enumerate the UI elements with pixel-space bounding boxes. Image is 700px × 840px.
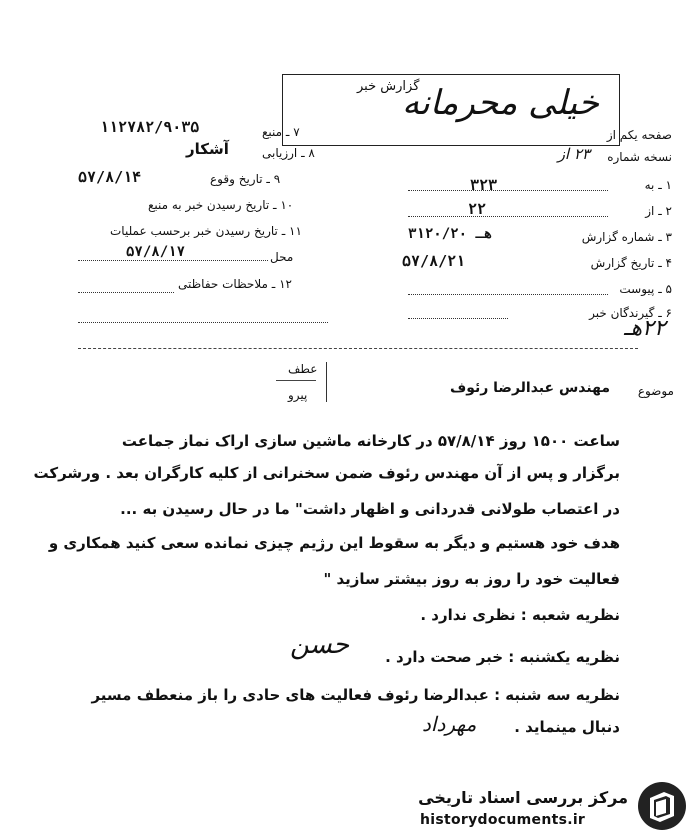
grade-label: ۸ ـ ارزیابی	[262, 146, 315, 160]
field-5-label: ۵ ـ پیوست	[619, 282, 672, 296]
field-6-label: ۶ ـ گیرندگان خبر	[589, 306, 672, 320]
field-11-label: ۱۱ ـ تاریخ رسیدن خبر برحسب عملیات	[110, 224, 302, 238]
field-10-label: ۱۰ ـ تاریخ رسیدن خبر به منبع	[148, 198, 294, 212]
body-line-9: دنبال مینماید .	[514, 718, 620, 736]
atf-label: عطف	[288, 362, 318, 376]
field-11-value: ۵۷/۸/۱۷	[126, 244, 186, 260]
reference-number: ۱۱۲۷۸۲/۹۰۳۵	[100, 118, 200, 136]
margin-note: ۲۲هـ	[624, 316, 666, 341]
source-label: ۷ ـ منبع	[262, 125, 300, 139]
body-line-1: ساعت ۱۵۰۰ روز ۵۷/۸/۱۴ در کارخانه ماشین سازی اراک نماز جماعت	[121, 432, 620, 450]
peyro-label: پیرو	[288, 388, 308, 402]
field-2-label: ۲ ـ از	[645, 204, 672, 218]
place-label: محل	[270, 250, 294, 264]
subject-label: موضوع	[637, 384, 674, 398]
field-2-value: ۲۲	[468, 200, 487, 218]
grade-value: آشکار	[186, 140, 229, 158]
field-1-value: ۳۲۳	[470, 176, 498, 194]
copy-number-value: ۲۳ از	[557, 145, 590, 163]
body-line-6: نظریه شعبه : نظری ندارد .	[420, 606, 620, 624]
subject-value: مهندس عبدالرضا رئوف	[449, 380, 610, 396]
field-3-label: ۳ ـ شماره گزارش	[581, 230, 672, 244]
copy-number-label: نسخه شماره	[607, 150, 672, 164]
stamp-main-text: خیلی محرمانه	[402, 83, 599, 123]
field-9-value: ۵۷/۸/۱۴	[78, 168, 142, 186]
field-1-label: ۱ ـ به	[644, 178, 672, 192]
body-line-8: نظریه سه شنبه : عبدالرضا رئوف فعالیت های حادی را باز منعطف مسیر	[91, 686, 620, 704]
classification-stamp	[282, 74, 620, 146]
body-line-2: برگزار و پس از آن مهندس رئوف ضمن سخنرانی از کلیه کارگران بعد . ورشرکت	[33, 464, 620, 482]
footer-url[interactable]: historydocuments.ir	[420, 812, 586, 828]
footer-title: مرکز بررسی اسناد تاریخی	[418, 788, 628, 807]
page-label: صفحه یکم از	[606, 128, 672, 142]
field-12-label: ۱۲ ـ ملاحظات حفاظتی	[178, 277, 292, 291]
signature-2: مهرداد	[422, 712, 477, 736]
field-4-label: ۴ ـ تاریخ گزارش	[590, 256, 672, 270]
field-3-value: ۳۱۲۰/۲۰ هـ	[408, 226, 493, 242]
signature-1: حسن	[290, 630, 350, 660]
stamp-overlay-text: گزارش خبر	[357, 79, 420, 94]
archive-logo-icon	[636, 780, 688, 832]
body-line-3: در اعتصاب طولانی قدردانی و اظهار داشت" ما در حال رسیدن به ...	[120, 500, 620, 518]
field-9-label: ۹ ـ تاریخ وقوع	[210, 172, 281, 186]
field-4-value: ۵۷/۸/۲۱	[402, 252, 466, 270]
body-line-4: هدف خود هستیم و دیگر به سقوط این رژیم چیزی نمانده سعی کنید همکاری و	[48, 534, 620, 552]
body-line-7: نظریه یکشنبه : خبر صحت دارد .	[385, 648, 620, 666]
body-line-5: فعالیت خود را روز به روز بیشتر سازید "	[323, 570, 620, 588]
